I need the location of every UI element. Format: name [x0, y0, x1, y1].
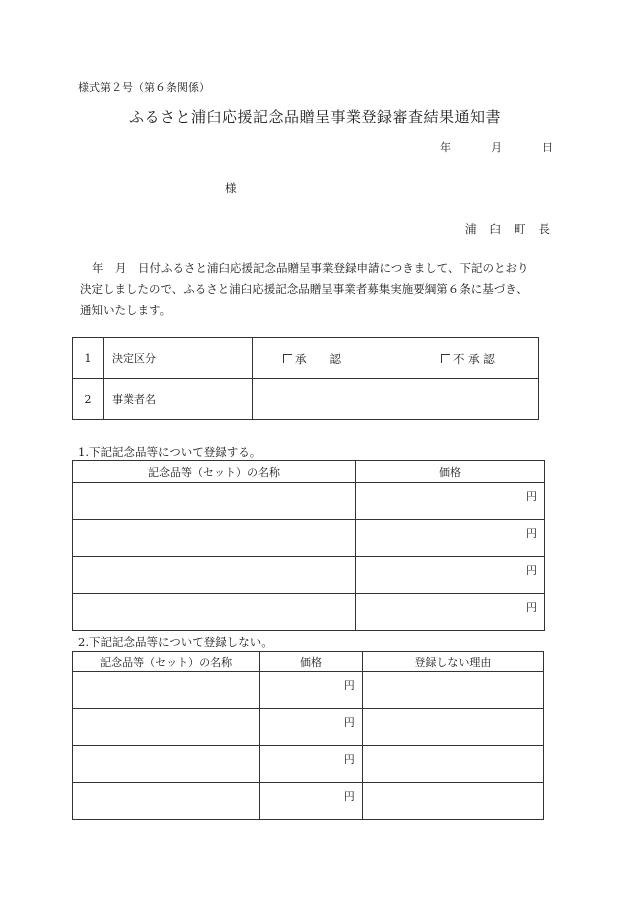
- table-row: [73, 338, 539, 379]
- date-month: 月: [491, 141, 502, 154]
- decision-options-cell: [253, 338, 539, 379]
- table-row: [73, 557, 545, 594]
- decision-table: [72, 337, 539, 420]
- business-name-field[interactable]: [253, 379, 539, 420]
- table-row: [73, 672, 544, 709]
- table-row: [73, 746, 544, 783]
- section1-title: 1.下記記念品等について登録する。: [78, 445, 262, 459]
- date-day: 日: [542, 141, 553, 154]
- table-row: [73, 709, 544, 746]
- column-header-price: 価格: [356, 461, 545, 483]
- body-text: [80, 258, 555, 321]
- sender-char: 町: [514, 222, 526, 236]
- not-registered-items-table: [72, 651, 544, 820]
- item-name-cell[interactable]: [73, 483, 356, 520]
- column-header-price: 価格: [260, 652, 363, 672]
- table-row: [73, 594, 545, 631]
- date-line: [440, 139, 553, 155]
- document-title: ふるさと浦臼応援記念品贈呈事業登録審査結果通知書: [128, 108, 501, 126]
- table-row: [73, 520, 545, 557]
- disapprove-option[interactable]: [441, 351, 495, 367]
- column-header-reason: 登録しない理由: [362, 652, 543, 672]
- checkbox-icon[interactable]: [441, 354, 450, 363]
- table-row: [73, 483, 545, 520]
- reason-cell[interactable]: [362, 709, 543, 746]
- reason-cell[interactable]: [362, 672, 543, 709]
- table-header-row: [73, 652, 544, 672]
- sender-char: 長: [538, 222, 550, 236]
- price-cell[interactable]: 円: [356, 483, 545, 520]
- price-cell[interactable]: 円: [356, 594, 545, 631]
- row-label: 事業者名: [104, 379, 253, 420]
- item-name-cell[interactable]: [73, 594, 356, 631]
- item-name-cell[interactable]: [73, 709, 260, 746]
- price-cell[interactable]: 円: [356, 520, 545, 557]
- column-header-item-name: 記念品等（セット）の名称: [73, 652, 260, 672]
- reason-cell[interactable]: [362, 746, 543, 783]
- item-name-cell[interactable]: [73, 557, 356, 594]
- item-name-cell[interactable]: [73, 672, 260, 709]
- approve-option[interactable]: [283, 351, 341, 367]
- table-row: [73, 379, 539, 420]
- body-line: 決定しましたので、ふるさと浦臼応援記念品贈呈事業者募集実施要綱第６条に基づき、: [80, 282, 528, 296]
- table-header-row: [73, 461, 545, 483]
- reason-cell[interactable]: [362, 783, 543, 820]
- register-items-table: [72, 460, 545, 631]
- recipient-suffix: 様: [225, 181, 237, 195]
- row-number: 2: [73, 379, 104, 420]
- body-line: 通知いたします。: [80, 303, 172, 317]
- price-cell[interactable]: 円: [260, 672, 363, 709]
- row-number: 1: [73, 338, 104, 379]
- item-name-cell[interactable]: [73, 746, 260, 783]
- body-line: 年 月 日付ふるさと浦臼応援記念品贈呈事業登録申請につきまして、下記のとおり: [92, 261, 529, 275]
- disapprove-label: 不 承 認: [453, 352, 495, 366]
- column-header-item-name: 記念品等（セット）の名称: [73, 461, 356, 483]
- row-label: 決定区分: [104, 338, 253, 379]
- price-cell[interactable]: 円: [260, 746, 363, 783]
- sender: [465, 221, 550, 237]
- form-number: 様式第２号（第６条関係）: [78, 81, 210, 94]
- date-year: 年: [440, 141, 451, 154]
- price-cell[interactable]: 円: [260, 783, 363, 820]
- section2-title: 2.下記記念品等について登録しない。: [78, 635, 273, 649]
- sender-char: 臼: [489, 222, 501, 236]
- checkbox-icon[interactable]: [283, 354, 292, 363]
- price-cell[interactable]: 円: [260, 709, 363, 746]
- approve-label: 承 認: [295, 352, 341, 366]
- item-name-cell[interactable]: [73, 783, 260, 820]
- sender-char: 浦: [465, 222, 477, 236]
- item-name-cell[interactable]: [73, 520, 356, 557]
- price-cell[interactable]: 円: [356, 557, 545, 594]
- table-row: [73, 783, 544, 820]
